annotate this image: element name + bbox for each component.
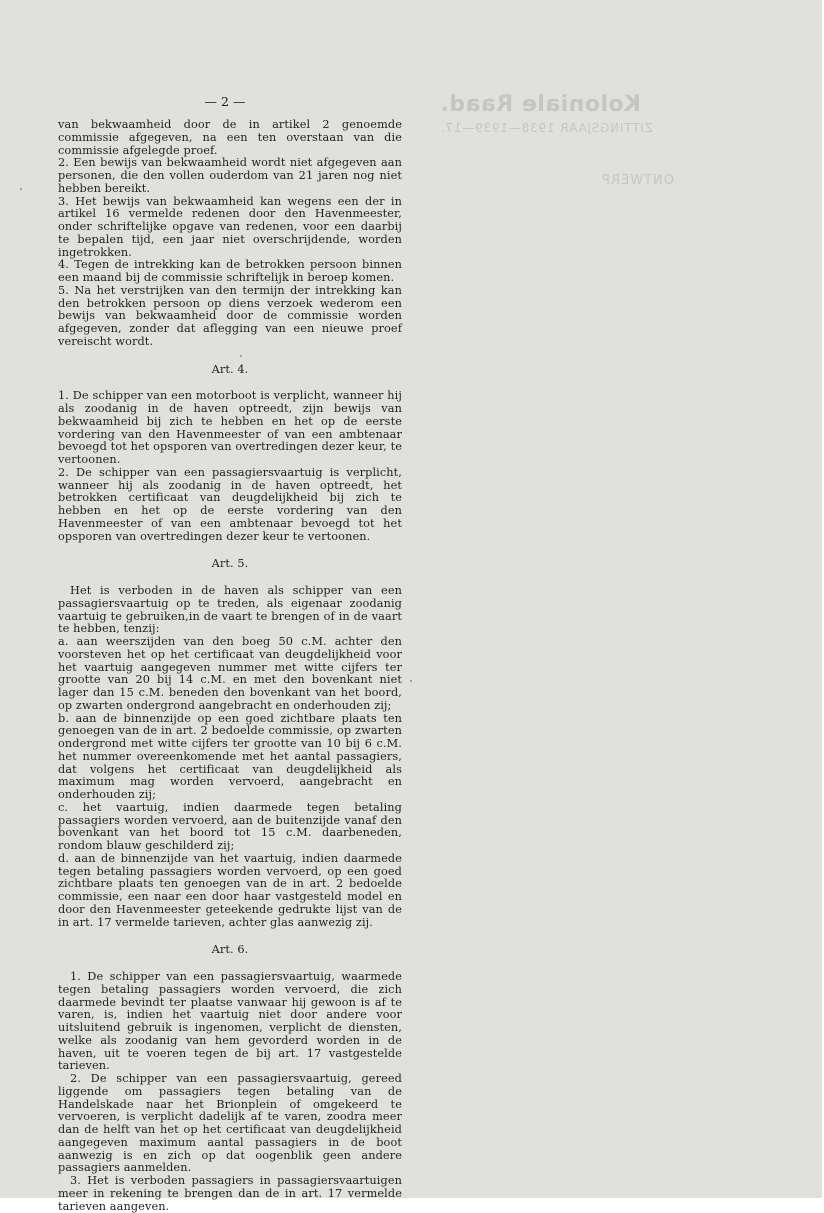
paragraph: 1. De schipper van een passagiersvaartuig, waarmede tegen betaling passagiers worden vervoerd, die zich daarmede bevindt ter plaatse vanwaar hij gewoon is af te varen, is, indien het vaartuig niet door andere voor uitsluitend gebruik is ingenomen, verplicht de diensten, welke als zoodanig van hem gevorderd worden in de haven, uit te voeren tegen de bij art. 17 vastgestelde tarieven. (58, 970, 402, 1073)
bleed-through-text (440, 92, 690, 188)
paragraph: 2. De schipper van een passagiersvaartuig is verplicht, wanneer hij als zoodanig in de haven optreedt, het betrokken certificaat van deugdelijkheid bij zich te hebben en het op de eerste vordering van den Havenmeester of van een ambtenaar bevoegd tot het opsporen van overtredingen dezer keur te vertoonen. (58, 465, 402, 543)
list-item-d: d. aan de binnenzijde van het vaartuig, indien daarmede tegen betaling passagiers worden vervoerd, op een goed zichtbare plaats ten genoegen van de in art. 2 bedoelde commissie, een naar een door haar vastgesteld model en door den Havenmeester geteekende gedrukte lijst van de in art. 17 vermelde tarieven, achter glas aanwezig zij. (58, 851, 402, 929)
article-4-heading: Art. 4. (211, 362, 249, 376)
text-column (58, 119, 402, 1213)
paper-speck (20, 188, 22, 190)
article-6-heading: Art. 6. (211, 943, 249, 957)
section-intro (58, 119, 402, 349)
paragraph: 1. De schipper van een motorboot is verplicht, wanneer hij als zoodanig in de haven optreedt, zijn bewijs van bekwaamheid bij zich te hebben en het op de eerste vordering van den Havenmeester of van een ambtenaar bevoegd tot het opsporen van overtredingen dezer keur, te vertoonen. (58, 389, 402, 466)
article-6-body (58, 971, 402, 1213)
paragraph: 2. Een bewijs van bekwaamheid wordt niet afgegeven aan personen, die den vollen ouderdom van 21 jaren nog niet hebben bereikt. (58, 156, 402, 195)
paper-speck (410, 680, 412, 682)
list-item-a: a. aan weerszijden van den boeg 50 c.M. achter den voorsteven het op het certificaat van deugdelijkheid voor het vaartuig aangegeven nummer met witte cijfers ter grootte van 20 bij 14 c.M. en met den bovenkant niet lager dan 15 c.M. beneden den bovenkant van het boord, op zwarten ondergrond aangebracht en onderhouden zij; (58, 635, 402, 712)
article-5-body (58, 585, 402, 929)
paper-speck (240, 355, 242, 357)
paragraph: van bekwaamheid door de in artikel 2 genoemde commissie afgegeven, na een ten overstaan van die commissie afgelegde proef. (58, 118, 402, 157)
bleed-title: Koloniale Raad. (440, 92, 641, 117)
paragraph: 3. Het is verboden passagiers in passagiersvaartuigen meer in rekening te brengen dan de in art. 17 vermelde tarieven aangeven. (58, 1174, 402, 1213)
paragraph: 3. Het bewijs van bekwaamheid kan wegens een der in artikel 16 vermelde redenen door den Havenmeester, onder schriftelijke opgave van redenen, voor een daarbij te bepalen tijd, een jaar niet overschrijdende, worden ingetrokken. (58, 194, 402, 259)
article-4-body (58, 390, 402, 543)
bleed-draft-label: ONTWERP (601, 173, 674, 188)
paragraph: 2. De schipper van een passagiersvaartuig, gereed liggende om passagiers tegen betaling van de Handelskade naar het Brionplein of omgekeerd te vervoeren, is verplicht dadelijk af te varen, zoodra meer dan de helft van het op het certificaat van deugdelijkheid aangegeven maximum aantal passagiers in de boot aanwezig is en zich op dat oogenblik geen andere passagiers aanmelden. (58, 1072, 402, 1175)
paragraph: 5. Na het verstrijken van den termijn der intrekking kan den betrokken persoon op diens verzoek wederom een bewijs van bekwaamheid door de commissie worden afgegeven, zonder dat aflegging van een nieuwe proef vereischt wordt. (58, 283, 402, 348)
list-item-b: b. aan de binnenzijde op een goed zichtbare plaats ten genoegen van de in art. 2 bedoelde commissie, op zwarten ondergrond met witte cijfers ter grootte van 10 bij 6 c.M. het nummer overeenkomende met het aantal passagiers, dat volgens het certificaat van deugdelijkheid als maximum mag worden vervoerd, aangebracht en onderhouden zij; (58, 711, 402, 801)
page-number: — 2 — (204, 94, 246, 109)
list-item-c: c. het vaartuig, indien daarmede tegen betaling passagiers worden vervoerd, aan de buitenzijde vanaf den bovenkant van het boord tot 15 c.M. daarbeneden, rondom blauw geschilderd zij; (58, 800, 402, 852)
paragraph: Het is verboden in de haven als schipper van een passagiersvaartuig op te treden, als eigenaar zoodanig vaartuig te gebruiken,in de vaart te brengen of in de vaart te hebben, tenzij: (58, 584, 402, 636)
paragraph: 4. Tegen de intrekking kan de betrokken persoon binnen een maand bij de commissie schriftelijk in beroep komen. (58, 258, 402, 284)
bleed-subtitle: ZITTINGSJAAR 1938—1939—17. (440, 121, 653, 135)
article-5-heading: Art. 5. (211, 557, 249, 571)
